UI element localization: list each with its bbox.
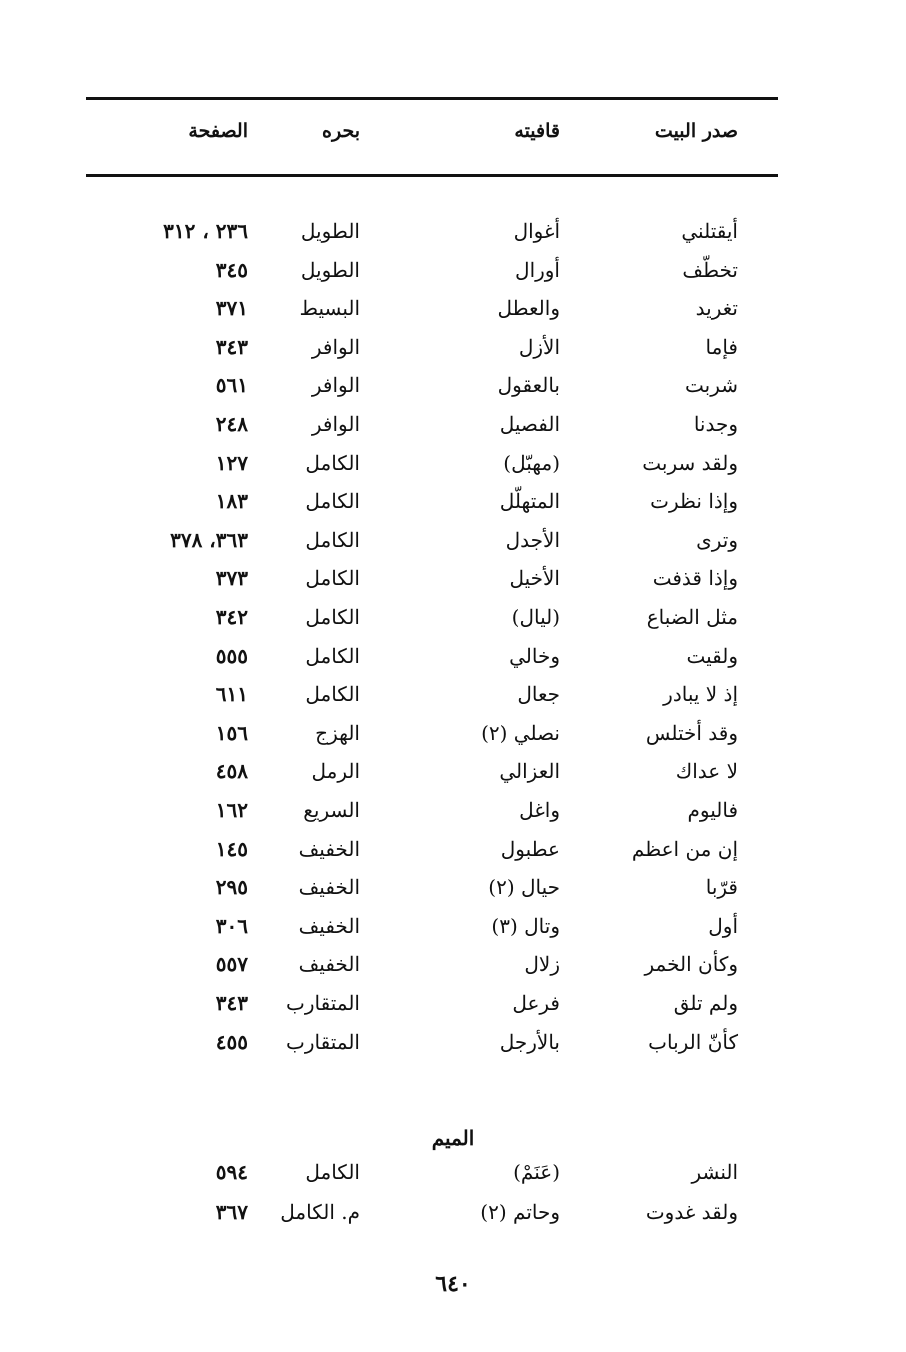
row-meter: الكامل (305, 643, 360, 668)
row-page: ٢٤٨ (215, 412, 248, 436)
table-row (86, 907, 778, 945)
table-row (86, 598, 778, 636)
row-page: ٥٥٥ (215, 643, 248, 668)
row-rhyme: الأجدل (505, 527, 560, 552)
row-page: ٦١١ (215, 682, 248, 707)
table-row (86, 675, 778, 713)
row-rhyme: زلال (524, 952, 560, 977)
row-verse: وجدنا (693, 412, 738, 436)
row-verse: شربت (685, 373, 738, 398)
header-top-rule (86, 97, 778, 100)
row-rhyme: نصلي (٢) (481, 720, 560, 745)
row-meter: الكامل (305, 682, 360, 707)
row-verse: وإذا نظرت (650, 489, 738, 514)
row-rhyme: (ليال) (511, 605, 560, 629)
row-page: ٣٤٣ (215, 991, 248, 1015)
table-row (86, 868, 778, 906)
header-verse: صدر البيت (654, 120, 738, 142)
row-page: ٢٩٥ (215, 875, 248, 900)
table-row (86, 1193, 778, 1231)
row-page: ١٨٣ (215, 489, 248, 514)
row-rhyme: والعطل (497, 296, 560, 321)
row-rhyme: أغوال (513, 219, 560, 243)
page-number: ٦٤٠ (435, 1271, 471, 1297)
row-meter: البسيط (299, 296, 360, 321)
row-rhyme: بالأرجل (499, 1029, 560, 1054)
row-rhyme: أورال (515, 257, 560, 282)
row-rhyme: واغل (519, 798, 560, 822)
table-row (86, 559, 778, 597)
header-bottom-rule (86, 174, 778, 177)
table-row (86, 1153, 778, 1191)
row-verse: أول (708, 913, 738, 938)
row-page: ٢٣٦ ، ٣١٢ (163, 219, 248, 243)
row-meter: الخفيف (298, 875, 360, 900)
row-verse: فاليوم (687, 798, 738, 822)
row-meter: الخفيف (298, 952, 360, 977)
row-rhyme: جعال (517, 682, 560, 707)
row-meter: الخفيف (298, 913, 360, 938)
row-meter: الرمل (311, 759, 360, 784)
row-meter: الكامل (305, 489, 360, 514)
row-verse: إن من اعظم (631, 836, 738, 861)
table-row (86, 945, 778, 983)
row-rhyme: (عَنَمْ) (513, 1160, 560, 1184)
row-page: ١٦٢ (215, 798, 248, 822)
table-row (86, 482, 778, 520)
row-meter: الخفيف (298, 836, 360, 861)
table-row (86, 984, 778, 1022)
row-rhyme: عطبول (500, 836, 560, 861)
row-rhyme: وخالي (509, 643, 560, 668)
row-meter: م. الكامل (280, 1200, 360, 1224)
row-verse: وإذا قذفت (652, 566, 738, 591)
row-meter: الطويل (300, 219, 360, 243)
row-verse: فإما (705, 334, 738, 359)
row-meter: الكامل (305, 605, 360, 629)
row-verse: وكأن الخمر (644, 952, 738, 977)
row-verse: مثل الضباع (646, 605, 738, 629)
table-row (86, 1023, 778, 1061)
header-meter: بحره (322, 120, 360, 142)
row-verse: ولم تلق (673, 991, 738, 1015)
row-page: ٥٥٧ (215, 952, 248, 977)
row-verse: وترى (696, 527, 738, 552)
row-meter: الوافر (311, 334, 360, 359)
table-row (86, 637, 778, 675)
row-page: ١٤٥ (215, 836, 248, 861)
table-row (86, 444, 778, 482)
row-rhyme: الأخيل (509, 566, 560, 591)
table-row (86, 328, 778, 366)
table-header (86, 112, 778, 150)
row-page: ٣٧١ (215, 296, 248, 321)
row-page: ١٢٧ (215, 450, 248, 475)
row-rhyme: العزالي (499, 759, 560, 784)
table-row (86, 405, 778, 443)
row-meter: الوافر (311, 412, 360, 436)
row-verse: قرّبا (705, 875, 738, 900)
row-verse: ولقد غدوت (645, 1200, 738, 1224)
row-rhyme: حيال (٢) (488, 875, 560, 900)
row-page: ٣٧٣ (215, 566, 248, 591)
row-meter: المتقارب (286, 991, 360, 1015)
row-verse: تغريد (695, 296, 738, 321)
row-page: ٣٠٦ (215, 913, 248, 938)
row-rhyme: وتال (٣) (491, 913, 560, 938)
table-row (86, 521, 778, 559)
header-page: الصفحة (188, 120, 248, 142)
row-meter: الكامل (305, 527, 360, 552)
header-rhyme: قافيته (514, 120, 560, 142)
row-page: ٣٤٥ (215, 257, 248, 282)
row-meter: الطويل (300, 257, 360, 282)
section-title: الميم (431, 1126, 475, 1150)
row-rhyme: وحاتم (٢) (480, 1200, 560, 1224)
table-row (86, 251, 778, 289)
table-row (86, 830, 778, 868)
row-verse: النشر (691, 1160, 738, 1184)
row-verse: كأنّ الرباب (648, 1029, 738, 1054)
row-page: ٥٩٤ (215, 1160, 248, 1184)
row-meter: الكامل (305, 1160, 360, 1184)
table-row (86, 289, 778, 327)
row-verse: ولقد سربت (642, 450, 738, 475)
row-meter: الكامل (305, 566, 360, 591)
row-page: ١٥٦ (215, 720, 248, 745)
row-page: ٤٥٥ (215, 1029, 248, 1054)
row-meter: الوافر (311, 373, 360, 398)
table-row (86, 791, 778, 829)
row-verse: ولقيت (686, 643, 738, 668)
row-rhyme: بالعقول (497, 373, 560, 398)
table-row (86, 714, 778, 752)
row-verse: أيقتلني (681, 219, 738, 243)
row-page: ٣٤٢ (215, 605, 248, 629)
row-page: ٥٦١ (215, 373, 248, 398)
row-verse: تخطّف (682, 257, 738, 282)
row-meter: الهزج (315, 720, 360, 745)
table-row (86, 212, 778, 250)
row-rhyme: فرعل (512, 991, 560, 1015)
row-rhyme: (مهبّل) (503, 450, 560, 475)
row-rhyme: الأزل (518, 334, 560, 359)
row-rhyme: الفصيل (499, 412, 560, 436)
row-verse: إذ لا يبادر (663, 682, 738, 707)
row-verse: وقد أختلس (645, 720, 738, 745)
row-rhyme: المتهلّل (499, 489, 560, 514)
row-meter: السريع (303, 798, 360, 822)
row-page: ٣٤٣ (215, 334, 248, 359)
row-meter: المتقارب (286, 1029, 360, 1054)
row-verse: لا عداك (675, 759, 738, 784)
table-row (86, 366, 778, 404)
row-page: ٣٦٣، ٣٧٨ (170, 527, 248, 552)
table-row (86, 752, 778, 790)
row-page: ٣٦٧ (215, 1200, 248, 1224)
row-meter: الكامل (305, 450, 360, 475)
row-page: ٤٥٨ (215, 759, 248, 784)
